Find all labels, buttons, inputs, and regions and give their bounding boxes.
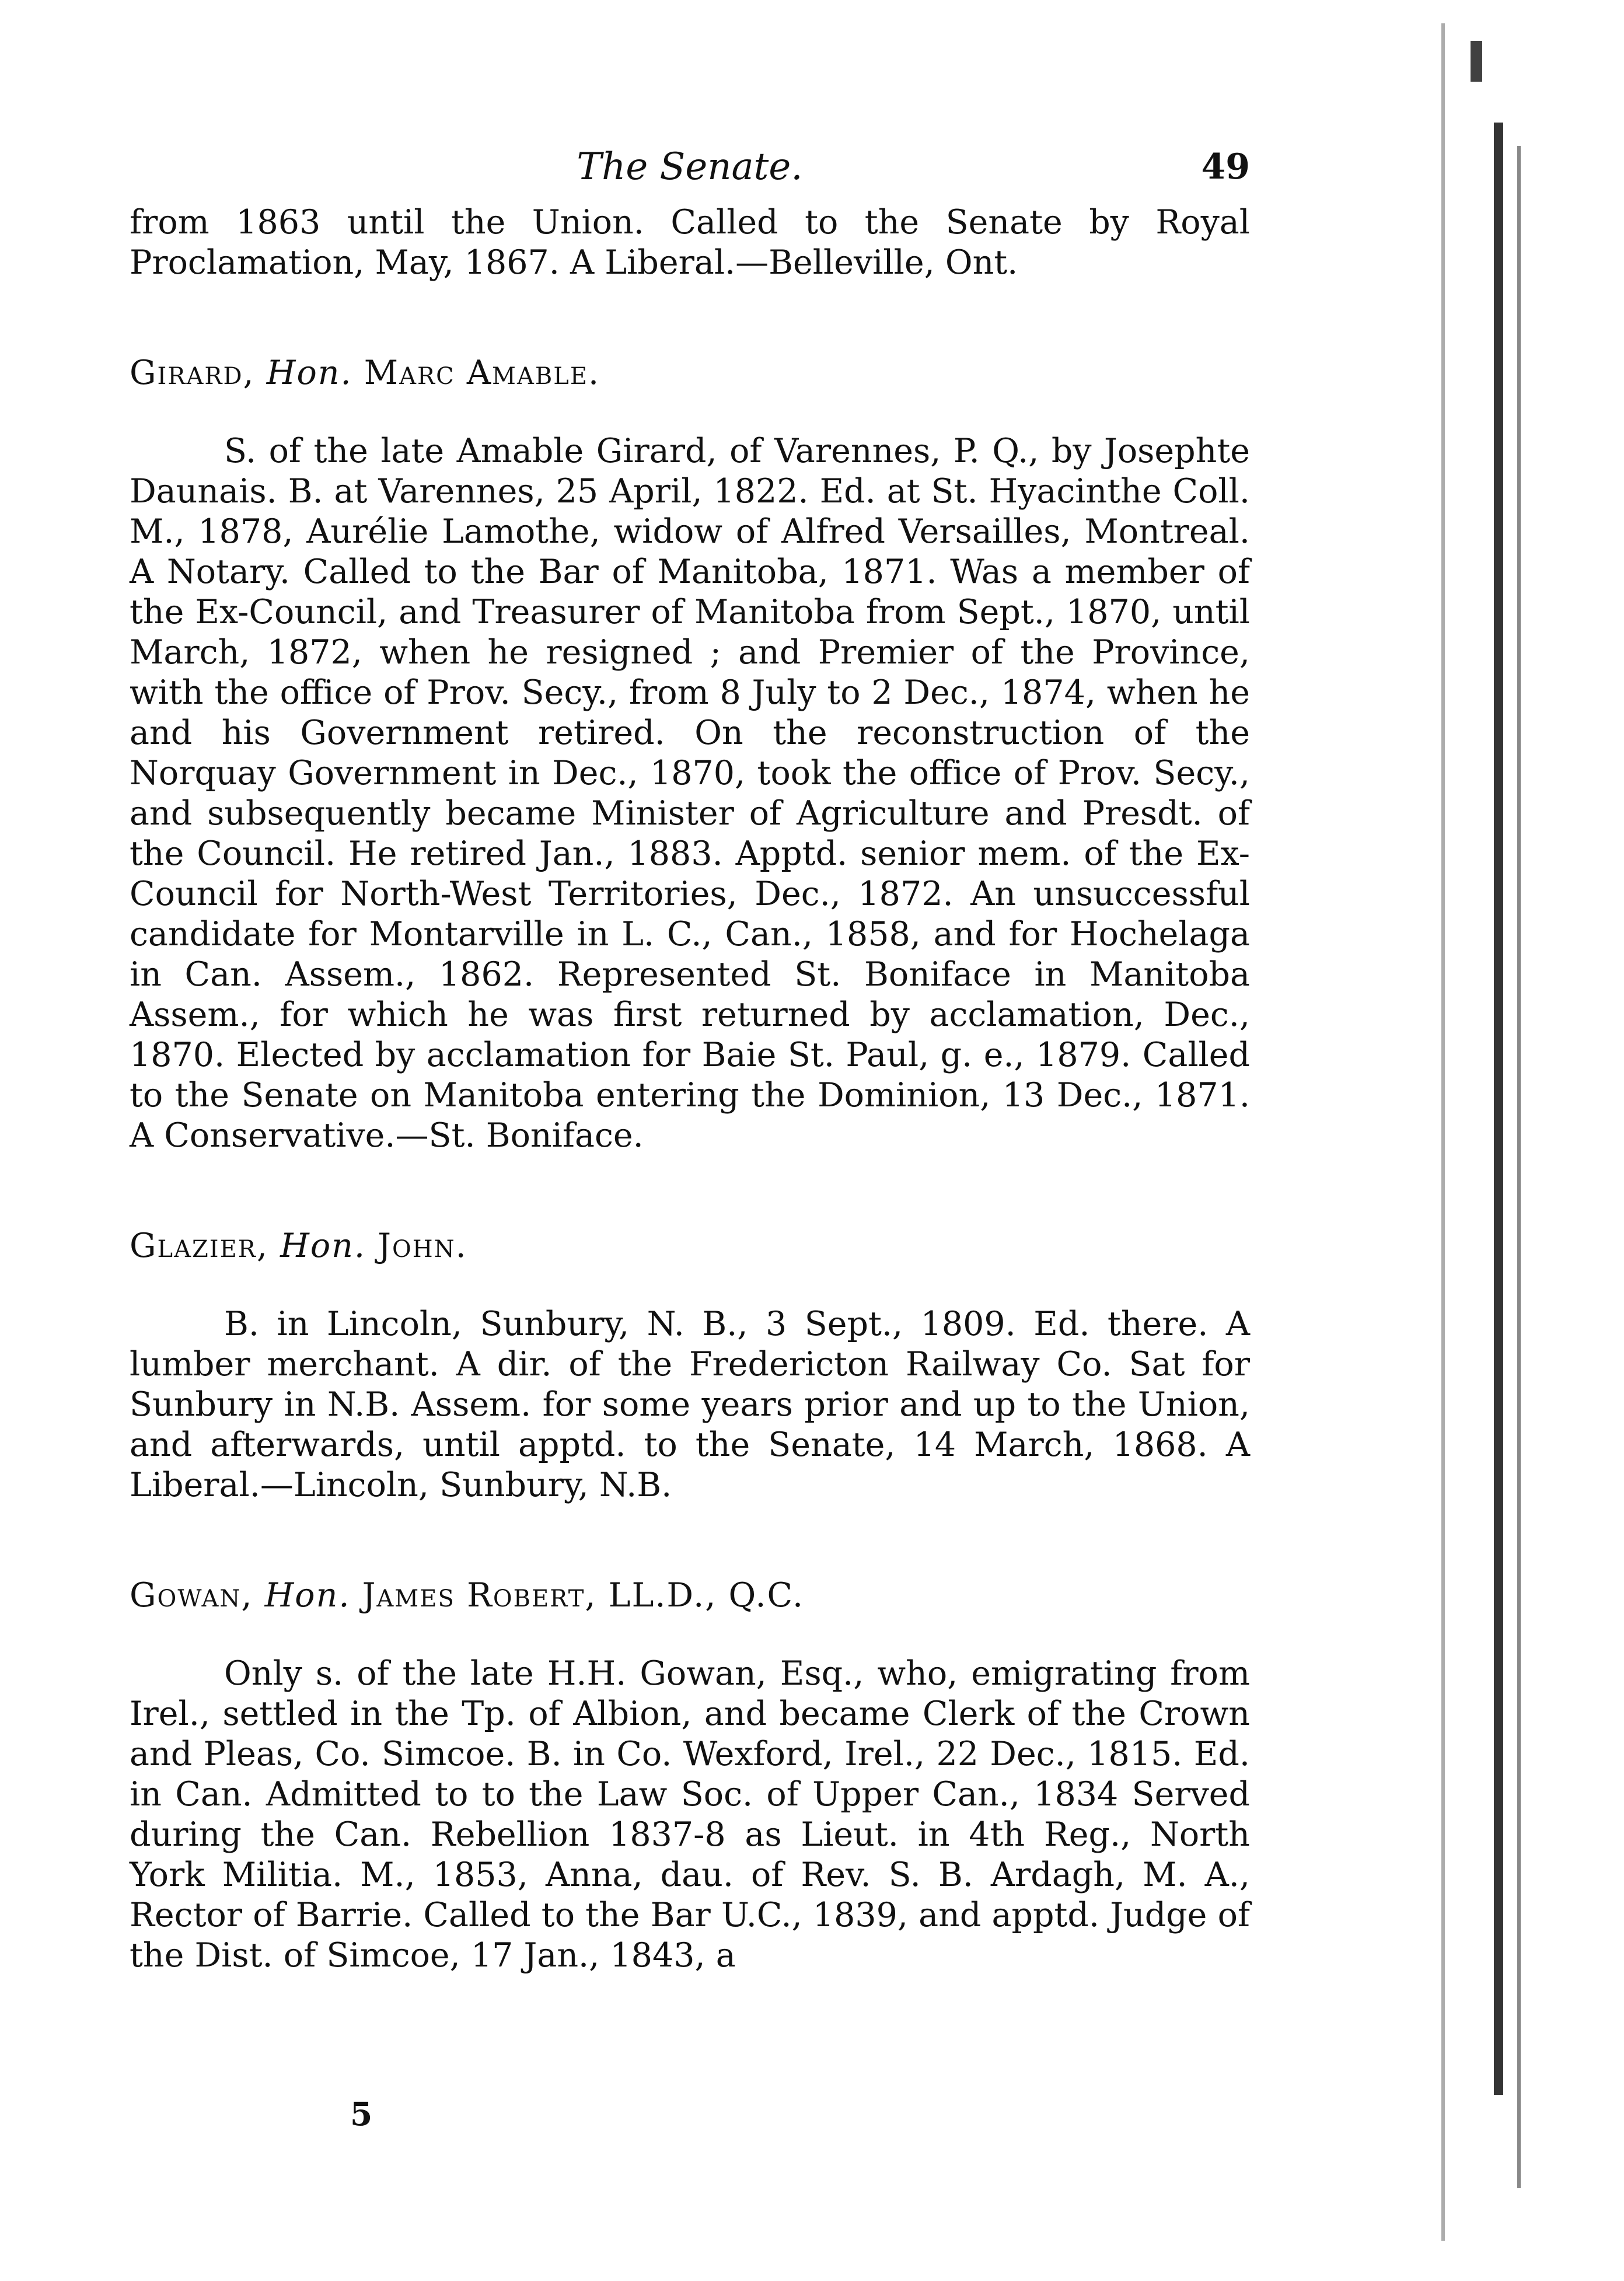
honorific: Hon. <box>264 1576 351 1615</box>
scan-edge <box>1517 146 1521 2188</box>
entry-body-glazier: B. in Lincoln, Sunbury, N. B., 3 Sept., 1809. Ed. there. A lumber merchant. A dir. of the Fredericton Railway Co. Sat for Sunbury in N.B. Assem. for some years prior and up to the Union, and afterwards, until apptd. to the Senate, 14 March, 1868. A Liberal.—Lincoln, Sunbury, N.B. <box>130 1305 1250 1504</box>
scan-edge <box>1494 123 1503 2095</box>
entry-body-girard: S. of the late Amable Girard, of Varennes, P. Q., by Josephte Daunais. B. at Varennes, 25 April, 1822. Ed. at St. Hyacinthe Coll. M., 1878, Aurélie Lamothe, widow of Alfred Versailles, Montreal. A Notary. Called to the Bar of Manitoba, 1871. Was a member of the Ex-Council, and Treasurer of Manitoba from Sept., 1870, until March, 1872, when he resigned ; and Premier of the Province, with the office of Prov. Secy., from 8 July to 2 Dec., 1874, when he and his Government retired. On the reconstruction of the Norquay Government in Dec., 1870, took the office of Prov. Secy., and subsequently became Minister of Agriculture and Presdt. of the Council. He retired Jan., 1883. Apptd. senior mem. of the Ex-Council for North-West Territories, Dec., 1872. An unsuccessful candidate for Montarville in L. C., Can., 1858, and for Hochelaga in Can. Assem., 1862. Represented St. Boniface in Manitoba Assem., for which he was first returned by acclamation, Dec., 1870. Elected by acclamation for Baie St. Paul, g. e., 1879. Called to the Senate on Manitoba entering the Dominion, 13 Dec., 1871. A Conservative.—St. Boniface. <box>130 432 1250 1155</box>
entry-heading-girard <box>130 353 1250 393</box>
signature-mark: 5 <box>350 2095 373 2133</box>
entry-heading-gowan <box>130 1576 1250 1616</box>
given-names: John. <box>378 1227 467 1265</box>
page-header <box>130 147 1250 202</box>
entry-continuation: from 1863 until the Union. Called to the Senate by Royal Proclamation, May, 1867. A Liberal.—Belleville, Ont. <box>130 203 1250 282</box>
entry-body-gowan: Only s. of the late H.H. Gowan, Esq., who, emigrating from Irel., settled in the Tp. of Albion, and became Clerk of the Crown and Pleas, Co. Simcoe. B. in Co. Wexford, Irel., 22 Dec., 1815. Ed. in Can. Admitted to to the Law Soc. of Upper Can., 1834 Served during the Can. Rebellion 1837-8 as Lieut. in 4th Reg., North York Militia. M., 1853, Anna, dau. of Rev. S. B. Ardagh, M. A., Rector of Barrie. Called to the Bar U.C., 1839, and apptd. Judge of the Dist. of Simcoe, 17 Jan., 1843, a <box>130 1654 1250 1975</box>
entry-heading-glazier <box>130 1226 1250 1266</box>
given-names: Marc Amable. <box>364 354 600 392</box>
running-title: The Senate. <box>577 145 803 188</box>
surname: Gowan, <box>130 1576 253 1615</box>
scan-edge <box>1441 23 1445 2241</box>
page-number: 49 <box>1201 146 1250 187</box>
given-names: James Robert, LL.D., Q.C. <box>362 1576 805 1615</box>
honorific: Hon. <box>266 354 352 392</box>
surname: Girard, <box>130 354 255 392</box>
surname: Glazier, <box>130 1227 269 1265</box>
page <box>130 147 1250 1976</box>
scan-edge <box>1471 41 1482 82</box>
honorific: Hon. <box>280 1227 366 1265</box>
